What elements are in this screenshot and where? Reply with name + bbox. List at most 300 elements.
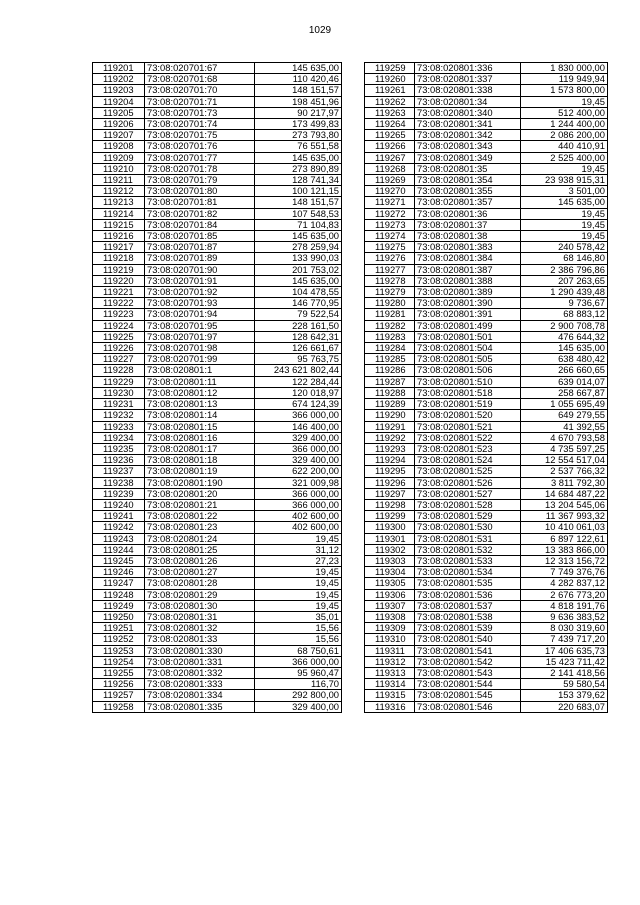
value-cell: 68 883,12 <box>521 309 608 320</box>
cadastral-number-cell: 73:08:020801:330 <box>145 645 255 656</box>
row-number-cell: 119221 <box>93 287 145 298</box>
table-row <box>93 432 342 443</box>
cadastral-number-cell: 73:08:020801:540 <box>415 634 521 645</box>
table-row <box>365 623 608 634</box>
row-number-cell: 119206 <box>93 119 145 130</box>
registry-table-right <box>364 62 608 713</box>
table-row <box>365 701 608 712</box>
value-cell: 128 642,31 <box>255 331 342 342</box>
table-row <box>93 555 342 566</box>
table-row <box>93 231 342 242</box>
cadastral-number-cell: 73:08:020801:383 <box>415 242 521 253</box>
cadastral-number-cell: 73:08:020801:340 <box>415 107 521 118</box>
cadastral-number-cell: 73:08:020801:17 <box>145 443 255 454</box>
cadastral-number-cell: 73:08:020701:75 <box>145 130 255 141</box>
table-row <box>365 63 608 74</box>
cadastral-number-cell: 73:08:020801:541 <box>415 645 521 656</box>
row-number-cell: 119254 <box>93 656 145 667</box>
cadastral-number-cell: 73:08:020701:90 <box>145 264 255 275</box>
table-row <box>93 119 342 130</box>
row-number-cell: 119211 <box>93 175 145 186</box>
value-cell: 243 621 802,44 <box>255 365 342 376</box>
row-number-cell: 119215 <box>93 219 145 230</box>
table-row <box>365 331 608 342</box>
cadastral-number-cell: 73:08:020801:355 <box>415 186 521 197</box>
value-cell: 35,01 <box>255 611 342 622</box>
row-number-cell: 119273 <box>365 219 415 230</box>
row-number-cell: 119232 <box>93 410 145 421</box>
value-cell: 228 161,50 <box>255 320 342 331</box>
table-row <box>365 152 608 163</box>
table-row <box>365 376 608 387</box>
value-cell: 145 635,00 <box>255 231 342 242</box>
table-row <box>365 85 608 96</box>
cadastral-number-cell: 73:08:020801:387 <box>415 264 521 275</box>
value-cell: 15,56 <box>255 623 342 634</box>
row-number-cell: 119250 <box>93 611 145 622</box>
value-cell: 622 200,00 <box>255 466 342 477</box>
cadastral-number-cell: 73:08:020801:343 <box>415 141 521 152</box>
row-number-cell: 119264 <box>365 119 415 130</box>
row-number-cell: 119233 <box>93 421 145 432</box>
row-number-cell: 119297 <box>365 488 415 499</box>
table-row <box>365 208 608 219</box>
row-number-cell: 119258 <box>93 701 145 712</box>
table-row <box>365 74 608 85</box>
table-row <box>93 578 342 589</box>
row-number-cell: 119293 <box>365 443 415 454</box>
cadastral-number-cell: 73:08:020801:19 <box>145 466 255 477</box>
cadastral-number-cell: 73:08:020701:89 <box>145 253 255 264</box>
row-number-cell: 119267 <box>365 152 415 163</box>
table-row <box>93 567 342 578</box>
table-row <box>93 320 342 331</box>
row-number-cell: 119202 <box>93 74 145 85</box>
table-row <box>365 533 608 544</box>
row-number-cell: 119246 <box>93 567 145 578</box>
table-row <box>93 645 342 656</box>
row-number-cell: 119237 <box>93 466 145 477</box>
table-row <box>365 410 608 421</box>
row-number-cell: 119235 <box>93 443 145 454</box>
row-number-cell: 119252 <box>93 634 145 645</box>
cadastral-number-cell: 73:08:020801:16 <box>145 432 255 443</box>
row-number-cell: 119217 <box>93 242 145 253</box>
row-number-cell: 119281 <box>365 309 415 320</box>
table-row <box>93 275 342 286</box>
value-cell: 512 400,00 <box>521 107 608 118</box>
value-cell: 366 000,00 <box>255 410 342 421</box>
row-number-cell: 119213 <box>93 197 145 208</box>
cadastral-number-cell: 73:08:020801:332 <box>145 667 255 678</box>
value-cell: 145 635,00 <box>255 275 342 286</box>
table-row <box>365 645 608 656</box>
cadastral-number-cell: 73:08:020801:23 <box>145 522 255 533</box>
row-number-cell: 119262 <box>365 96 415 107</box>
table-row <box>93 421 342 432</box>
cadastral-number-cell: 73:08:020801:27 <box>145 567 255 578</box>
cadastral-number-cell: 73:08:020801:15 <box>145 421 255 432</box>
cadastral-number-cell: 73:08:020801:530 <box>415 522 521 533</box>
cadastral-number-cell: 73:08:020801:31 <box>145 611 255 622</box>
table-row <box>93 130 342 141</box>
table-row <box>365 141 608 152</box>
table-row <box>365 522 608 533</box>
value-cell: 2 386 796,86 <box>521 264 608 275</box>
row-number-cell: 119245 <box>93 555 145 566</box>
cadastral-number-cell: 73:08:020701:92 <box>145 287 255 298</box>
cadastral-number-cell: 73:08:020701:71 <box>145 96 255 107</box>
value-cell: 68 146,80 <box>521 253 608 264</box>
value-cell: 17 406 635,73 <box>521 645 608 656</box>
table-row <box>93 690 342 701</box>
value-cell: 4 818 191,76 <box>521 600 608 611</box>
table-row <box>93 85 342 96</box>
value-cell: 76 551,58 <box>255 141 342 152</box>
cadastral-number-cell: 73:08:020801:545 <box>415 690 521 701</box>
table-row <box>365 309 608 320</box>
table-row <box>365 567 608 578</box>
table-row <box>365 499 608 510</box>
value-cell: 146 770,95 <box>255 298 342 309</box>
cadastral-number-cell: 73:08:020801:336 <box>415 63 521 74</box>
row-number-cell: 119225 <box>93 331 145 342</box>
value-cell: 100 121,15 <box>255 186 342 197</box>
value-cell: 2 537 766,32 <box>521 466 608 477</box>
table-row <box>365 466 608 477</box>
table-row <box>365 163 608 174</box>
cadastral-number-cell: 73:08:020801:533 <box>415 555 521 566</box>
table-row <box>93 679 342 690</box>
table-row <box>93 309 342 320</box>
value-cell: 10 410 061,03 <box>521 522 608 533</box>
table-row <box>365 175 608 186</box>
cadastral-number-cell: 73:08:020801:388 <box>415 275 521 286</box>
value-cell: 638 480,42 <box>521 354 608 365</box>
cadastral-number-cell: 73:08:020801:504 <box>415 343 521 354</box>
cadastral-number-cell: 73:08:020801:28 <box>145 578 255 589</box>
table-row <box>93 331 342 342</box>
table-row <box>365 555 608 566</box>
row-number-cell: 119269 <box>365 175 415 186</box>
cadastral-number-cell: 73:08:020801:190 <box>145 477 255 488</box>
cadastral-number-cell: 73:08:020701:78 <box>145 163 255 174</box>
cadastral-number-cell: 73:08:020801:21 <box>145 499 255 510</box>
row-number-cell: 119227 <box>93 354 145 365</box>
row-number-cell: 119279 <box>365 287 415 298</box>
row-number-cell: 119271 <box>365 197 415 208</box>
value-cell: 14 684 487,22 <box>521 488 608 499</box>
value-cell: 145 635,00 <box>521 197 608 208</box>
table-row <box>93 287 342 298</box>
row-number-cell: 119243 <box>93 533 145 544</box>
value-cell: 273 793,80 <box>255 130 342 141</box>
value-cell: 9 636 383,52 <box>521 611 608 622</box>
table-row <box>365 275 608 286</box>
value-cell: 145 635,00 <box>521 343 608 354</box>
value-cell: 4 670 793,58 <box>521 432 608 443</box>
cadastral-number-cell: 73:08:020801:532 <box>415 544 521 555</box>
table-row <box>93 141 342 152</box>
cadastral-number-cell: 73:08:020701:76 <box>145 141 255 152</box>
cadastral-number-cell: 73:08:020801:331 <box>145 656 255 667</box>
value-cell: 1 244 400,00 <box>521 119 608 130</box>
row-number-cell: 119274 <box>365 231 415 242</box>
cadastral-number-cell: 73:08:020801:536 <box>415 589 521 600</box>
row-number-cell: 119275 <box>365 242 415 253</box>
table-row <box>365 119 608 130</box>
row-number-cell: 119222 <box>93 298 145 309</box>
cadastral-number-cell: 73:08:020801:525 <box>415 466 521 477</box>
value-cell: 19,45 <box>521 96 608 107</box>
value-cell: 59 580,54 <box>521 679 608 690</box>
row-number-cell: 119266 <box>365 141 415 152</box>
table-row <box>365 365 608 376</box>
table-row <box>93 219 342 230</box>
cadastral-number-cell: 73:08:020701:77 <box>145 152 255 163</box>
cadastral-number-cell: 73:08:020801:334 <box>145 690 255 701</box>
row-number-cell: 119201 <box>93 63 145 74</box>
cadastral-number-cell: 73:08:020801:29 <box>145 589 255 600</box>
row-number-cell: 119306 <box>365 589 415 600</box>
cadastral-number-cell: 73:08:020701:95 <box>145 320 255 331</box>
row-number-cell: 119257 <box>93 690 145 701</box>
cadastral-number-cell: 73:08:020801:18 <box>145 455 255 466</box>
value-cell: 11 367 993,32 <box>521 511 608 522</box>
row-number-cell: 119249 <box>93 600 145 611</box>
table-row <box>93 522 342 533</box>
table-row <box>93 667 342 678</box>
row-number-cell: 119291 <box>365 421 415 432</box>
value-cell: 148 151,57 <box>255 197 342 208</box>
value-cell: 19,45 <box>255 578 342 589</box>
table-row <box>93 544 342 555</box>
cadastral-number-cell: 73:08:020801:14 <box>145 410 255 421</box>
table-row <box>365 511 608 522</box>
value-cell: 116,70 <box>255 679 342 690</box>
table-row <box>365 421 608 432</box>
row-number-cell: 119234 <box>93 432 145 443</box>
row-number-cell: 119240 <box>93 499 145 510</box>
value-cell: 4 735 597,25 <box>521 443 608 454</box>
row-number-cell: 119298 <box>365 499 415 510</box>
row-number-cell: 119265 <box>365 130 415 141</box>
table-row <box>365 130 608 141</box>
row-number-cell: 119300 <box>365 522 415 533</box>
value-cell: 13 383 866,00 <box>521 544 608 555</box>
cadastral-number-cell: 73:08:020801:25 <box>145 544 255 555</box>
cadastral-number-cell: 73:08:020801:22 <box>145 511 255 522</box>
registry-table-left <box>92 62 342 713</box>
cadastral-number-cell: 73:08:020801:538 <box>415 611 521 622</box>
value-cell: 366 000,00 <box>255 499 342 510</box>
row-number-cell: 119282 <box>365 320 415 331</box>
table-row <box>93 175 342 186</box>
value-cell: 27,23 <box>255 555 342 566</box>
cadastral-number-cell: 73:08:020801:527 <box>415 488 521 499</box>
table-row <box>365 264 608 275</box>
cadastral-number-cell: 73:08:020801:543 <box>415 667 521 678</box>
cadastral-number-cell: 73:08:020801:505 <box>415 354 521 365</box>
row-number-cell: 119241 <box>93 511 145 522</box>
value-cell: 41 392,55 <box>521 421 608 432</box>
value-cell: 31,12 <box>255 544 342 555</box>
row-number-cell: 119223 <box>93 309 145 320</box>
table-row <box>93 74 342 85</box>
row-number-cell: 119242 <box>93 522 145 533</box>
table-row <box>365 656 608 667</box>
value-cell: 19,45 <box>521 163 608 174</box>
value-cell: 292 800,00 <box>255 690 342 701</box>
cadastral-number-cell: 73:08:020701:98 <box>145 343 255 354</box>
cadastral-number-cell: 73:08:020801:391 <box>415 309 521 320</box>
value-cell: 107 548,53 <box>255 208 342 219</box>
value-cell: 2 525 400,00 <box>521 152 608 163</box>
cadastral-number-cell: 73:08:020801:523 <box>415 443 521 454</box>
value-cell: 145 635,00 <box>255 63 342 74</box>
cadastral-number-cell: 73:08:020801:26 <box>145 555 255 566</box>
table-row <box>93 242 342 253</box>
row-number-cell: 119212 <box>93 186 145 197</box>
value-cell: 207 263,65 <box>521 275 608 286</box>
row-number-cell: 119295 <box>365 466 415 477</box>
value-cell: 201 753,02 <box>255 264 342 275</box>
table-row <box>365 432 608 443</box>
table-row <box>93 455 342 466</box>
table-row <box>365 544 608 555</box>
table-row <box>93 410 342 421</box>
cadastral-number-cell: 73:08:020701:84 <box>145 219 255 230</box>
cadastral-number-cell: 73:08:020801:520 <box>415 410 521 421</box>
table-row <box>365 679 608 690</box>
value-cell: 220 683,07 <box>521 701 608 712</box>
value-cell: 90 217,97 <box>255 107 342 118</box>
cadastral-number-cell: 73:08:020801:38 <box>415 231 521 242</box>
value-cell: 440 410,91 <box>521 141 608 152</box>
table-row <box>365 600 608 611</box>
table-row <box>93 264 342 275</box>
cadastral-number-cell: 73:08:020801:390 <box>415 298 521 309</box>
row-number-cell: 119248 <box>93 589 145 600</box>
row-number-cell: 119278 <box>365 275 415 286</box>
table-row <box>365 667 608 678</box>
row-number-cell: 119312 <box>365 656 415 667</box>
cadastral-number-cell: 73:08:020701:85 <box>145 231 255 242</box>
cadastral-number-cell: 73:08:020701:82 <box>145 208 255 219</box>
row-number-cell: 119270 <box>365 186 415 197</box>
value-cell: 133 990,03 <box>255 253 342 264</box>
cadastral-number-cell: 73:08:020701:67 <box>145 63 255 74</box>
table-row <box>93 186 342 197</box>
value-cell: 79 522,54 <box>255 309 342 320</box>
value-cell: 2 676 773,20 <box>521 589 608 600</box>
row-number-cell: 119228 <box>93 365 145 376</box>
table-row <box>93 656 342 667</box>
row-number-cell: 119203 <box>93 85 145 96</box>
value-cell: 3 501,00 <box>521 186 608 197</box>
table-row <box>365 96 608 107</box>
value-cell: 7 439 717,20 <box>521 634 608 645</box>
cadastral-number-cell: 73:08:020701:79 <box>145 175 255 186</box>
table-row <box>93 376 342 387</box>
row-number-cell: 119218 <box>93 253 145 264</box>
table-row <box>93 477 342 488</box>
cadastral-number-cell: 73:08:020801:389 <box>415 287 521 298</box>
table-row <box>365 455 608 466</box>
cadastral-number-cell: 73:08:020701:70 <box>145 85 255 96</box>
value-cell: 258 667,87 <box>521 387 608 398</box>
value-cell: 7 749 376,76 <box>521 567 608 578</box>
row-number-cell: 119220 <box>93 275 145 286</box>
value-cell: 13 204 545,06 <box>521 499 608 510</box>
table-row <box>365 443 608 454</box>
cadastral-number-cell: 73:08:020801:501 <box>415 331 521 342</box>
row-number-cell: 119253 <box>93 645 145 656</box>
row-number-cell: 119289 <box>365 399 415 410</box>
cadastral-number-cell: 73:08:020801:35 <box>415 163 521 174</box>
row-number-cell: 119285 <box>365 354 415 365</box>
cadastral-number-cell: 73:08:020801:510 <box>415 376 521 387</box>
value-cell: 95 763,75 <box>255 354 342 365</box>
value-cell: 19,45 <box>255 533 342 544</box>
table-row <box>365 186 608 197</box>
row-number-cell: 119229 <box>93 376 145 387</box>
value-cell: 2 141 418,56 <box>521 667 608 678</box>
cadastral-number-cell: 73:08:020801:33 <box>145 634 255 645</box>
cadastral-number-cell: 73:08:020801:13 <box>145 399 255 410</box>
table-row <box>93 387 342 398</box>
value-cell: 15 423 711,42 <box>521 656 608 667</box>
table-row <box>365 634 608 645</box>
table-row <box>93 152 342 163</box>
table-row <box>93 623 342 634</box>
value-cell: 240 578,42 <box>521 242 608 253</box>
cadastral-number-cell: 73:08:020801:528 <box>415 499 521 510</box>
value-cell: 329 400,00 <box>255 432 342 443</box>
table-row <box>93 298 342 309</box>
cadastral-number-cell: 73:08:020801:506 <box>415 365 521 376</box>
table-row <box>93 611 342 622</box>
value-cell: 120 018,97 <box>255 387 342 398</box>
cadastral-number-cell: 73:08:020801:337 <box>415 74 521 85</box>
value-cell: 366 000,00 <box>255 443 342 454</box>
table-row <box>365 354 608 365</box>
table-row <box>365 477 608 488</box>
row-number-cell: 119283 <box>365 331 415 342</box>
row-number-cell: 119310 <box>365 634 415 645</box>
row-number-cell: 119207 <box>93 130 145 141</box>
value-cell: 639 014,07 <box>521 376 608 387</box>
value-cell: 122 284,44 <box>255 376 342 387</box>
row-number-cell: 119287 <box>365 376 415 387</box>
value-cell: 1 055 695,49 <box>521 399 608 410</box>
row-number-cell: 119244 <box>93 544 145 555</box>
table-row <box>93 533 342 544</box>
value-cell: 95 960,47 <box>255 667 342 678</box>
table-row <box>93 253 342 264</box>
row-number-cell: 119292 <box>365 432 415 443</box>
row-number-cell: 119302 <box>365 544 415 555</box>
value-cell: 1 573 800,00 <box>521 85 608 96</box>
table-row <box>365 242 608 253</box>
value-cell: 148 151,57 <box>255 85 342 96</box>
row-number-cell: 119303 <box>365 555 415 566</box>
value-cell: 6 897 122,61 <box>521 533 608 544</box>
value-cell: 146 400,00 <box>255 421 342 432</box>
table-row <box>365 611 608 622</box>
value-cell: 476 644,32 <box>521 331 608 342</box>
table-row <box>93 197 342 208</box>
